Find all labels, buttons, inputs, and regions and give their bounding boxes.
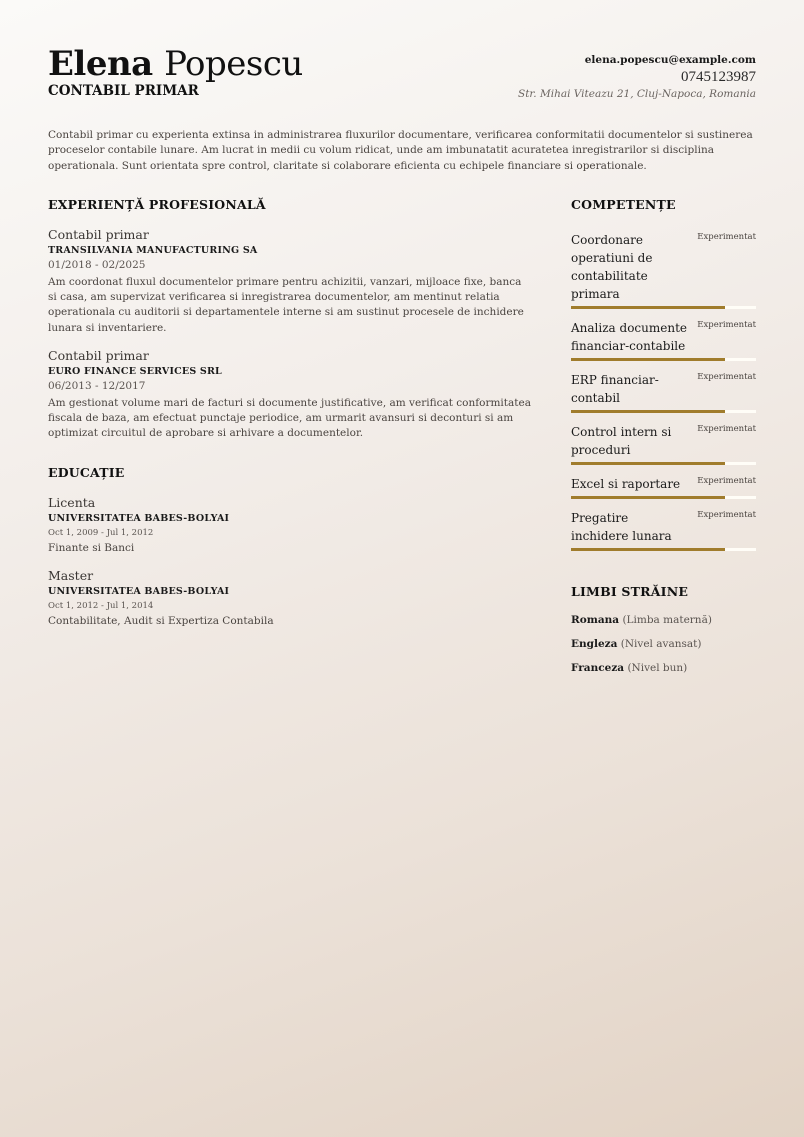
- section-title-education: EDUCAȚIE: [48, 465, 125, 481]
- institution: UNIVERSITATEA BABES-BOLYAI: [48, 513, 230, 525]
- experience-section: [48, 197, 533, 441]
- field-of-study: Finante si Banci: [48, 542, 135, 555]
- skill-name: Coordonare operatiuni de contabilitate primara: [571, 232, 653, 301]
- skills-section: [571, 197, 756, 551]
- skill-progress-bar: [571, 496, 756, 499]
- skill-progress-fill: [571, 496, 725, 499]
- skill-level: Experimentat: [697, 423, 756, 434]
- skills-list: [571, 231, 756, 551]
- language-name: Engleza: [571, 637, 618, 650]
- skill-row: [571, 371, 756, 407]
- skill-row: [571, 319, 756, 355]
- skill-name: Control intern si proceduri: [571, 424, 672, 457]
- skill-name: Excel si raportare: [571, 476, 681, 491]
- language-item: [571, 656, 756, 680]
- job-title: CONTABIL PRIMAR: [48, 83, 199, 99]
- contact-block: [518, 53, 756, 101]
- first-name: Elena: [48, 44, 153, 84]
- skill-item: [571, 231, 756, 309]
- skill-level: Experimentat: [697, 475, 756, 486]
- skill-progress-bar: [571, 306, 756, 309]
- sidebar-column: [571, 197, 756, 680]
- section-title-languages: LIMBI STRĂINE: [571, 583, 689, 599]
- job-dates: 06/2013 - 12/2017: [48, 379, 146, 392]
- education-dates: Oct 1, 2012 - Jul 1, 2014: [48, 601, 154, 612]
- experience-entry: [48, 227, 533, 336]
- skill-item: [571, 509, 756, 551]
- degree: Master: [48, 568, 94, 584]
- job-dates: 01/2018 - 02/2025: [48, 258, 146, 271]
- education-dates: Oct 1, 2009 - Jul 1, 2012: [48, 528, 154, 539]
- experience-entry: [48, 348, 533, 442]
- skill-item: [571, 371, 756, 413]
- skill-progress-bar: [571, 358, 756, 361]
- institution: UNIVERSITATEA BABES-BOLYAI: [48, 586, 230, 598]
- skill-name: Pregatire inchidere lunara: [571, 510, 672, 543]
- language-name: Franceza: [571, 661, 625, 674]
- skill-level: Experimentat: [697, 371, 756, 382]
- skill-name: ERP financiar-contabil: [571, 372, 659, 405]
- language-level: (Nivel avansat): [620, 637, 702, 650]
- email-address[interactable]: elena.popescu@example.com: [584, 54, 756, 66]
- language-name: Romana: [571, 613, 620, 626]
- skill-progress-bar: [571, 410, 756, 413]
- language-level: (Nivel bun): [627, 661, 688, 674]
- postal-address: Str. Mihai Viteazu 21, Cluj-Napoca, Romania: [518, 88, 756, 100]
- skill-progress-fill: [571, 410, 725, 413]
- job-description: Am gestionat volume mari de facturi si documente justificative, am verificat conformitatea fiscala de baza, am efectuat punctaje periodice, am urmarit avansuri si deconturi si am optimizat circuitul de aprobare si arhivare a documentelor.: [48, 396, 531, 440]
- education-entry: [48, 568, 533, 629]
- field-of-study: Contabilitate, Audit si Expertiza Contabila: [48, 615, 274, 628]
- section-title-skills: COMPETENȚE: [571, 196, 676, 212]
- skill-level: Experimentat: [697, 319, 756, 330]
- phone-number[interactable]: 0745123987: [681, 69, 756, 85]
- main-column: [48, 197, 533, 641]
- skill-item: [571, 319, 756, 361]
- skill-progress-bar: [571, 548, 756, 551]
- section-title-experience: EXPERIENȚĂ PROFESIONALĂ: [48, 196, 266, 212]
- skill-row: [571, 231, 756, 303]
- job-description: Am coordonat fluxul documentelor primare pentru achizitii, vanzari, mijloace fixe, banca si casa, am supervizat verificarea si inregistrarea documentelor, am mentinut relatia operationala cu auditorii si departamentele interne si am sustinut procesele de inchidere lunara si inventariere.: [48, 275, 524, 334]
- skill-level: Experimentat: [697, 509, 756, 520]
- skill-item: [571, 475, 756, 499]
- skill-row: [571, 475, 756, 493]
- company-name: TRANSILVANIA MANUFACTURING SA: [48, 244, 258, 256]
- resume-header: [48, 44, 756, 110]
- language-item: [571, 632, 756, 656]
- education-entry: [48, 495, 533, 556]
- job-role: Contabil primar: [48, 347, 149, 363]
- skill-item: [571, 423, 756, 465]
- job-role: Contabil primar: [48, 226, 149, 242]
- skill-row: [571, 423, 756, 459]
- skill-name: Analiza documente financiar-contabile: [571, 320, 688, 353]
- languages-section: [571, 584, 756, 680]
- education-section: [48, 465, 533, 629]
- skill-progress-fill: [571, 548, 725, 551]
- degree: Licenta: [48, 495, 96, 511]
- skill-progress-bar: [571, 462, 756, 465]
- skill-progress-fill: [571, 306, 725, 309]
- skill-progress-fill: [571, 358, 725, 361]
- company-name: EURO FINANCE SERVICES SRL: [48, 365, 222, 377]
- language-item: [571, 608, 756, 632]
- resume-page: [48, 44, 756, 674]
- last-name: Popescu: [164, 44, 303, 84]
- skill-row: [571, 509, 756, 545]
- language-level: (Limba maternă): [622, 613, 712, 626]
- skill-progress-fill: [571, 462, 725, 465]
- skill-level: Experimentat: [697, 231, 756, 242]
- profile-summary: Contabil primar cu experienta extinsa in administrarea fluxurilor documentare, verificarea conformitatii documentelor si sustinerea proceselor contabile lunare. Am lucrat in medii cu volum ridicat, unde am imbunatatit acuratetea inregistrarilor si disciplina operationala. Sunt orientata spre control, claritate si colaborare eficienta cu echipele financiare si operationale.: [48, 129, 753, 172]
